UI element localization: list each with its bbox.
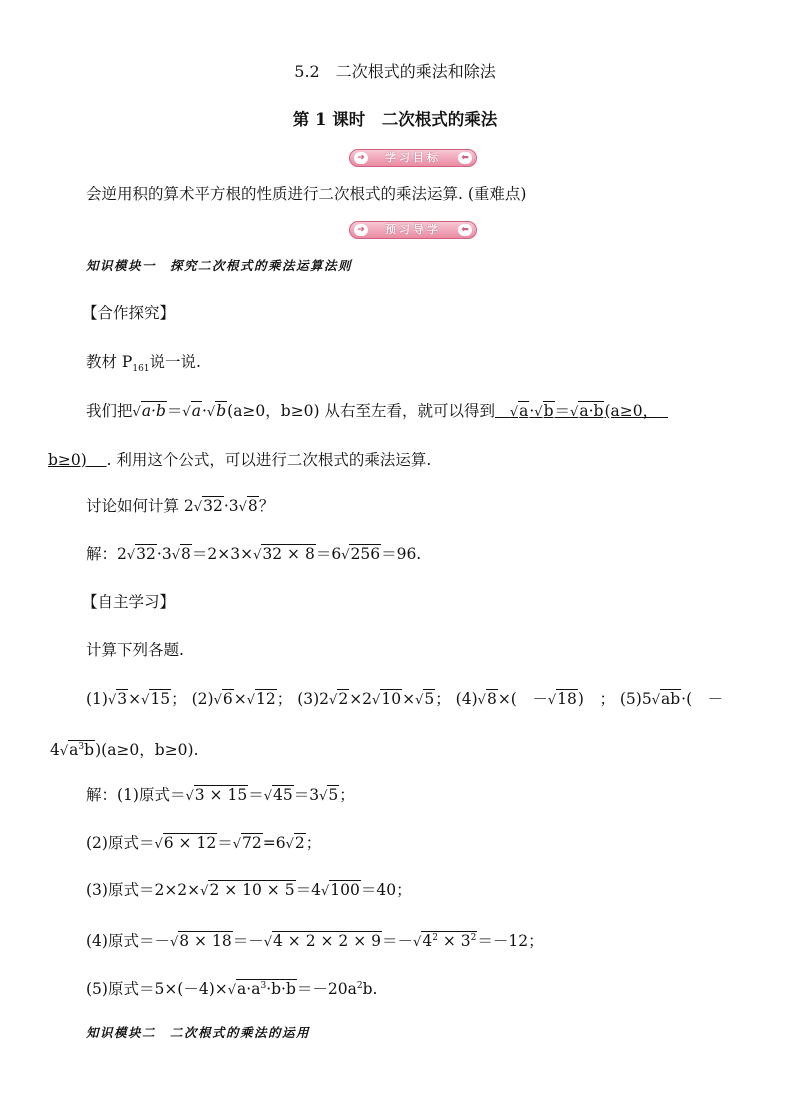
- text: ；: [339, 786, 355, 804]
- solution-2: [86, 833, 750, 855]
- text: b.: [362, 980, 378, 999]
- text: ×: [402, 690, 416, 708]
- text: ·: [201, 402, 207, 420]
- text: b≥0): [48, 451, 87, 469]
- radicand: 18: [557, 690, 577, 708]
- answer-blank-2: [48, 451, 107, 469]
- text: ＝－20a: [296, 980, 357, 999]
- sqrt-symbol: √: [246, 693, 256, 708]
- radicand: 45: [273, 786, 293, 804]
- text: ×: [128, 690, 142, 708]
- radicand: [68, 740, 95, 759]
- formula-line-1: [86, 401, 750, 423]
- sqrt-symbol: √: [263, 789, 273, 804]
- radicand: [421, 931, 477, 950]
- text: ＝: [554, 402, 571, 420]
- radicand: 3: [117, 690, 128, 708]
- text: ＝40；: [360, 881, 412, 899]
- radicand: 12: [256, 690, 276, 708]
- radicand: 6: [222, 690, 233, 708]
- text: ＝: [166, 402, 183, 420]
- text: b: [84, 741, 95, 760]
- text: ) ； (5)5: [577, 690, 652, 708]
- radicand: a·b: [579, 402, 604, 420]
- radicand: a·b: [141, 402, 166, 420]
- text: ＝2×3×: [191, 545, 254, 563]
- text: 讨论如何计算 2: [86, 497, 194, 515]
- badge-preview-guide: [349, 221, 477, 239]
- section-title: 5.2 二次根式的乘法和除法: [294, 62, 496, 81]
- exponent: 2: [470, 933, 477, 943]
- text: (4)原式＝－: [86, 932, 170, 951]
- text: (1): [86, 690, 108, 708]
- badge-label: 学习目标: [385, 151, 441, 164]
- text: ×( －: [497, 690, 548, 708]
- badge-label: 预习导学: [385, 223, 441, 236]
- page-number: 161: [132, 364, 150, 375]
- sqrt-symbol: √: [477, 693, 486, 708]
- sqrt-symbol: √: [547, 693, 557, 708]
- arrow-right-icon: ➜: [354, 224, 368, 236]
- sqrt-symbol: √: [213, 693, 222, 708]
- text: (3)原式＝2×2×: [86, 881, 201, 899]
- arrow-left-icon: ⬅: [458, 224, 472, 236]
- radicand: 2: [294, 834, 305, 852]
- radicand: 72: [242, 834, 262, 852]
- sqrt-symbol: √: [200, 884, 209, 899]
- answer-blank-1: [495, 402, 668, 420]
- arrow-left-icon: ⬅: [458, 152, 472, 164]
- radicand: 8 × 18: [179, 932, 232, 951]
- radicand: 3 × 15: [194, 786, 248, 804]
- radicand: 4 × 2 × 2 × 9: [273, 932, 381, 951]
- text: ·( －: [681, 690, 724, 708]
- sqrt-symbol: √: [182, 405, 191, 420]
- sqrt-symbol: √: [141, 693, 150, 708]
- radicand: 5: [424, 690, 435, 708]
- text: ？: [258, 497, 275, 515]
- coop-heading: 【合作探究】: [82, 304, 176, 322]
- sqrt-symbol: √: [372, 693, 381, 708]
- sqrt-symbol: √: [415, 693, 424, 708]
- text: ＝－: [232, 932, 264, 951]
- sqrt-symbol: √: [263, 935, 273, 951]
- text: 教材 P: [86, 353, 133, 371]
- sqrt-symbol: √: [193, 500, 203, 515]
- sqrt-symbol: √: [185, 789, 194, 804]
- radicand: 32: [136, 545, 156, 563]
- text: ； (2): [171, 690, 214, 708]
- text: (2)原式＝: [86, 834, 155, 852]
- radicand: 32 × 8: [262, 545, 315, 563]
- discuss-solution: [86, 544, 750, 566]
- goal-text: 会逆用积的算术平方根的性质进行二次根式的乘法运算. (重难点): [86, 185, 527, 203]
- exponent: 2: [356, 981, 363, 991]
- solution-3: [86, 880, 750, 902]
- radicand: 2 × 10 × 5: [209, 881, 295, 899]
- radicand: a: [519, 402, 529, 420]
- radicand: a: [191, 402, 201, 420]
- module-heading-1: 知识模块一 探究二次根式的乘法运算法则: [86, 258, 353, 273]
- lesson-title: 第 1 课时 二次根式的乘法: [292, 110, 498, 129]
- sqrt-symbol: √: [132, 405, 141, 420]
- text: ·: [529, 402, 535, 420]
- calc-instruction: 计算下列各题.: [86, 641, 184, 659]
- text: 解：(1)原式＝: [86, 786, 186, 804]
- text: ×: [233, 690, 247, 708]
- text: 4: [50, 741, 60, 760]
- sqrt-symbol: √: [238, 500, 247, 515]
- sqrt-symbol: √: [171, 548, 180, 563]
- badge-learning-goals: [349, 149, 477, 167]
- self-study-heading: 【自主学习】: [82, 593, 176, 611]
- sqrt-symbol: √: [319, 789, 328, 804]
- exponent: 2: [432, 933, 438, 943]
- sqrt-symbol: √: [206, 405, 216, 420]
- text: ·b·b: [266, 980, 296, 999]
- sqrt-symbol: √: [509, 405, 519, 420]
- text: ＝3: [293, 786, 320, 804]
- sqrt-symbol: √: [320, 884, 330, 899]
- sqrt-symbol: √: [534, 405, 543, 420]
- text: a·a: [237, 980, 261, 999]
- radicand: 15: [150, 690, 171, 708]
- module-heading-2: 知识模块二 二次根式的乘法的运用: [86, 1025, 311, 1040]
- sqrt-symbol: √: [413, 935, 422, 951]
- text: ＝: [248, 786, 264, 804]
- arrow-right-icon: ➜: [354, 152, 368, 164]
- text: ；: [305, 834, 322, 852]
- text: )(a≥0，b≥0).: [95, 741, 199, 760]
- text: (5)原式＝5×(－4)×: [86, 980, 228, 999]
- sqrt-symbol: √: [169, 935, 179, 951]
- sqrt-symbol: √: [154, 837, 163, 852]
- text: 解：2: [86, 545, 127, 563]
- text: ； (3)2: [276, 690, 330, 708]
- text: ＝: [217, 834, 233, 852]
- sqrt-symbol: √: [107, 693, 117, 708]
- textbook-ref: [86, 352, 750, 379]
- sqrt-symbol: √: [329, 693, 338, 708]
- text: ＝－: [382, 932, 414, 951]
- radicand: 5: [328, 786, 339, 804]
- solution-5: [86, 976, 750, 1001]
- text: 4: [422, 932, 433, 951]
- text: a: [69, 741, 79, 760]
- text: ·3: [156, 545, 172, 563]
- sqrt-symbol: √: [232, 837, 242, 852]
- discuss-question: [86, 496, 750, 518]
- radicand: b: [216, 402, 227, 420]
- radicand: 8: [247, 497, 258, 515]
- problem-list-line-2: [50, 737, 750, 762]
- exponent: 3: [78, 742, 85, 752]
- sqrt-symbol: √: [227, 983, 237, 999]
- radicand: 10: [381, 690, 402, 708]
- sqrt-symbol: √: [59, 744, 69, 760]
- sqrt-symbol: √: [651, 693, 660, 708]
- text: ＝96.: [381, 545, 422, 563]
- solution-1: [86, 785, 750, 807]
- text: 说一说.: [149, 353, 201, 371]
- text: × 3: [437, 932, 471, 951]
- sqrt-symbol: √: [285, 837, 294, 852]
- formula-line-2: [48, 450, 750, 470]
- text: . 利用这个公式，可以进行二次根式的乘法运算.: [106, 451, 432, 469]
- radicand: ab: [660, 690, 681, 708]
- radicand: 256: [350, 545, 381, 563]
- text: ×2: [349, 690, 373, 708]
- radicand: 32: [203, 497, 223, 515]
- radicand: 8: [181, 545, 191, 563]
- radicand: 6 × 12: [163, 834, 217, 852]
- radicand: 8: [486, 690, 497, 708]
- text: ·3: [223, 497, 239, 515]
- text: (a≥0，: [604, 402, 659, 420]
- sqrt-symbol: √: [126, 548, 136, 563]
- solution-4: [86, 928, 750, 953]
- text: =6: [262, 834, 286, 852]
- text: ； (4): [435, 690, 478, 708]
- problem-list-line-1: [86, 689, 750, 711]
- text: (a≥0，b≥0) 从右至左看，就可以得到: [227, 402, 496, 420]
- exponent: 3: [260, 981, 267, 991]
- text: ＝6: [315, 545, 342, 563]
- sqrt-symbol: √: [570, 405, 579, 420]
- radicand: b: [543, 402, 554, 420]
- radicand: 2: [338, 690, 349, 708]
- radicand: [236, 979, 297, 998]
- text: ＝－12；: [477, 932, 544, 951]
- text: ＝4: [295, 881, 321, 899]
- sqrt-symbol: √: [253, 548, 262, 563]
- sqrt-symbol: √: [341, 548, 350, 563]
- radicand: 100: [330, 881, 360, 899]
- text: 我们把: [86, 402, 133, 420]
